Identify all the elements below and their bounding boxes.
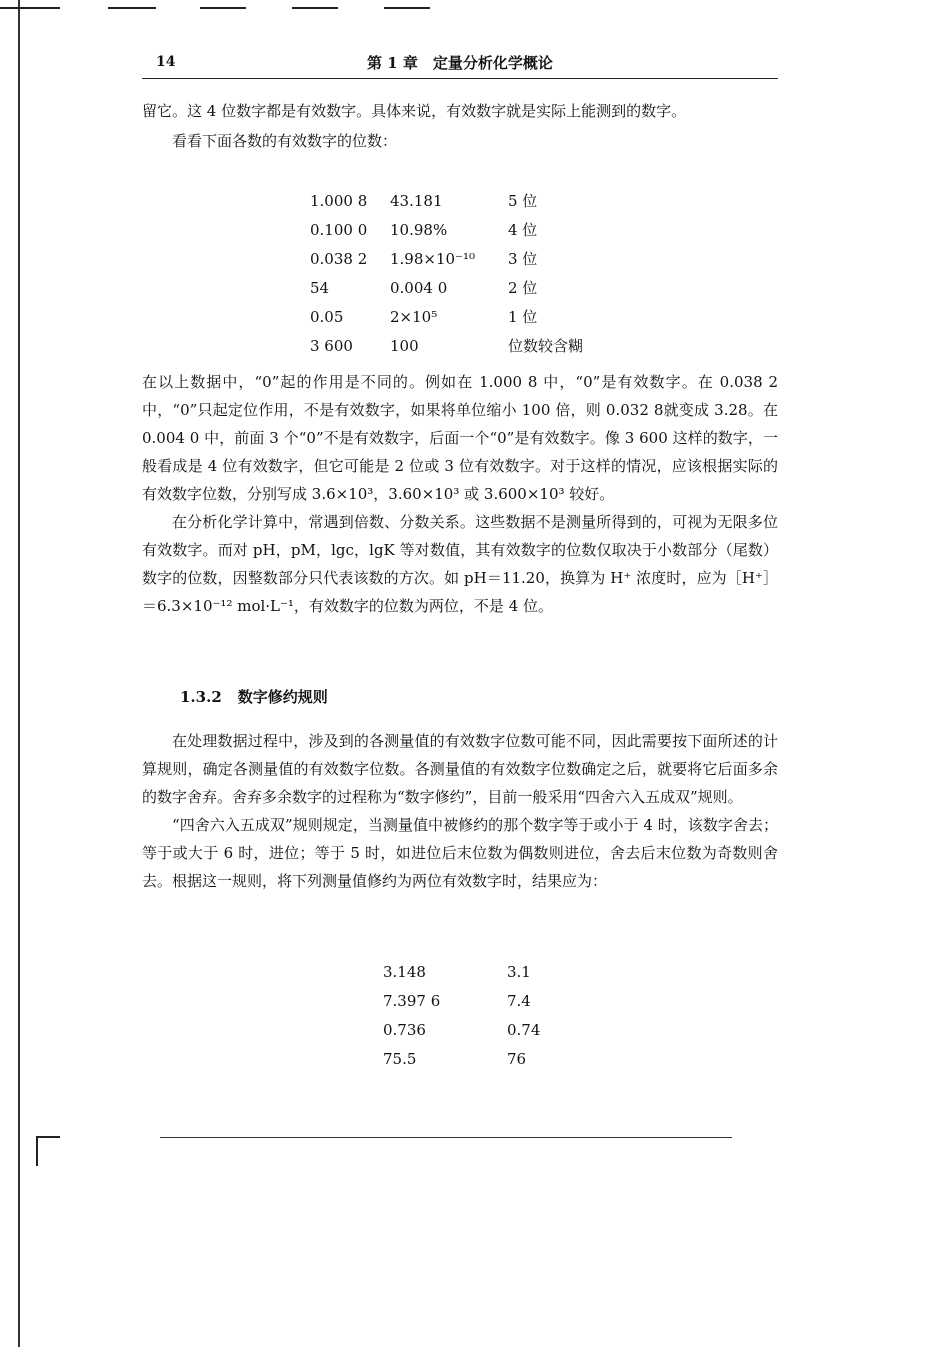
table-cell: 1.98×10⁻¹⁰ bbox=[390, 249, 475, 268]
scan-top-mark bbox=[384, 7, 430, 9]
scan-edge-line bbox=[18, 0, 20, 1347]
table-cell: 5 位 bbox=[508, 192, 538, 210]
scan-top-mark bbox=[0, 7, 60, 9]
scan-corner-mark bbox=[36, 1136, 60, 1138]
paragraph: “四舍六入五成双”规则规定，当测量值中被修约的那个数字等于或小于 4 时，该数字舍去；等于或大于 6 时，进位；等于 5 时，如进位后末位数为偶数则进位，舍去后末位数为奇数则舍去。根据这一规则，将下列测量值修约为两位有效数字时，结果应为： bbox=[142, 816, 778, 890]
table-row bbox=[383, 1015, 587, 1044]
table-row bbox=[310, 273, 628, 302]
table-cell: 0.05 bbox=[310, 307, 344, 326]
table-cell: 7.4 bbox=[507, 991, 531, 1010]
table-row bbox=[310, 215, 628, 244]
table-row bbox=[383, 986, 587, 1015]
scan-top-mark bbox=[292, 7, 338, 9]
table-row bbox=[310, 302, 628, 331]
paragraph: 留它。这 4 位数字都是有效数字。具体来说，有效数字就是实际上能测到的数字。 bbox=[142, 102, 687, 120]
table-row bbox=[383, 1044, 587, 1073]
table-cell: 10.98% bbox=[390, 220, 448, 239]
table-cell: 75.5 bbox=[383, 1049, 417, 1068]
table-cell: 43.181 bbox=[390, 191, 443, 210]
table-cell: 2×10⁵ bbox=[390, 307, 438, 326]
bottom-rule bbox=[160, 1137, 732, 1138]
table-cell: 0.038 2 bbox=[310, 249, 368, 268]
table-row bbox=[310, 244, 628, 273]
table-cell: 54 bbox=[310, 278, 330, 297]
table-cell: 1 位 bbox=[508, 308, 538, 326]
rounding-table bbox=[383, 957, 587, 1073]
page-number: 14 bbox=[156, 54, 176, 70]
table-cell: 0.736 bbox=[383, 1020, 426, 1039]
table-cell: 0.74 bbox=[507, 1020, 541, 1039]
section-number: 1.3.2 bbox=[180, 688, 222, 706]
table-cell: 1.000 8 bbox=[310, 191, 368, 210]
paragraph: 在处理数据过程中，涉及到的各测量值的有效数字位数可能不同，因此需要按下面所述的计算规则，确定各测量值的有效数字位数。各测量值的有效数字位数确定之后，就要将它后面多余的数字舍弃。舍弃多余数字的过程称为“数字修约”，目前一般采用“四舍六入五成双”规则。 bbox=[142, 732, 778, 806]
section-heading bbox=[180, 686, 328, 707]
table-row bbox=[383, 957, 587, 986]
table-cell: 4 位 bbox=[508, 221, 538, 239]
table-row bbox=[310, 186, 628, 215]
paragraph: 在分析化学计算中，常遇到倍数、分数关系。这些数据不是测量所得到的，可视为无限多位有效数字。而对 pH，pM，lgc，lgK 等对数值，其有效数字的位数仅取决于小数部分（尾数）数字的位数，因整数部分只代表该数的方次。如 pH＝11.20，换算为 H⁺ 浓度时，应为［H⁺］＝6.3×10⁻¹² mol·L⁻¹，有效数字的位数为两位，不是 4 位。 bbox=[142, 513, 778, 615]
table-cell: 3.1 bbox=[507, 962, 531, 981]
table-cell: 2 位 bbox=[508, 279, 538, 297]
table-cell: 76 bbox=[507, 1049, 527, 1068]
sig-fig-table bbox=[310, 186, 628, 360]
table-row bbox=[310, 331, 628, 360]
page-header bbox=[142, 50, 778, 79]
section-title: 数字修约规则 bbox=[237, 688, 328, 706]
scan-top-mark bbox=[200, 7, 246, 9]
table-cell: 3.148 bbox=[383, 962, 426, 981]
table-cell: 位数较含糊 bbox=[508, 337, 584, 355]
table-cell: 3 位 bbox=[508, 250, 538, 268]
paragraph: 看看下面各数的有效数字的位数： bbox=[172, 132, 398, 150]
scan-top-mark bbox=[108, 7, 156, 9]
table-cell: 100 bbox=[390, 336, 419, 355]
chapter-title: 第 1 章 定量分析化学概论 bbox=[367, 54, 553, 72]
table-cell: 3 600 bbox=[310, 336, 353, 355]
paragraph: 在以上数据中，“0”起的作用是不同的。例如在 1.000 8 中，“0”是有效数字。在 0.038 2 中，“0”只起定位作用，不是有效数字，如果将单位缩小 100 倍，则 0.032 8就变成 3.28。在 0.004 0 中，前面 3 个“0”不是有效数字，后面一个“0”是有效数字。像 3 600 这样的数字，一般看成是 4 位有效数字，但它可能是 2 位或 3 位有效数字。对于这样的情况，应该根据实际的有效数字位数，分别写成 3.6×10³，3.60×10³ 或 3.600×10³ 较好。 bbox=[142, 373, 778, 503]
table-cell: 7.397 6 bbox=[383, 991, 441, 1010]
text-block-top bbox=[142, 97, 778, 155]
table-cell: 0.004 0 bbox=[390, 278, 448, 297]
table-cell: 0.100 0 bbox=[310, 220, 368, 239]
text-block-middle bbox=[142, 368, 778, 620]
scan-corner-mark bbox=[36, 1136, 38, 1166]
text-block-lower bbox=[142, 727, 778, 895]
